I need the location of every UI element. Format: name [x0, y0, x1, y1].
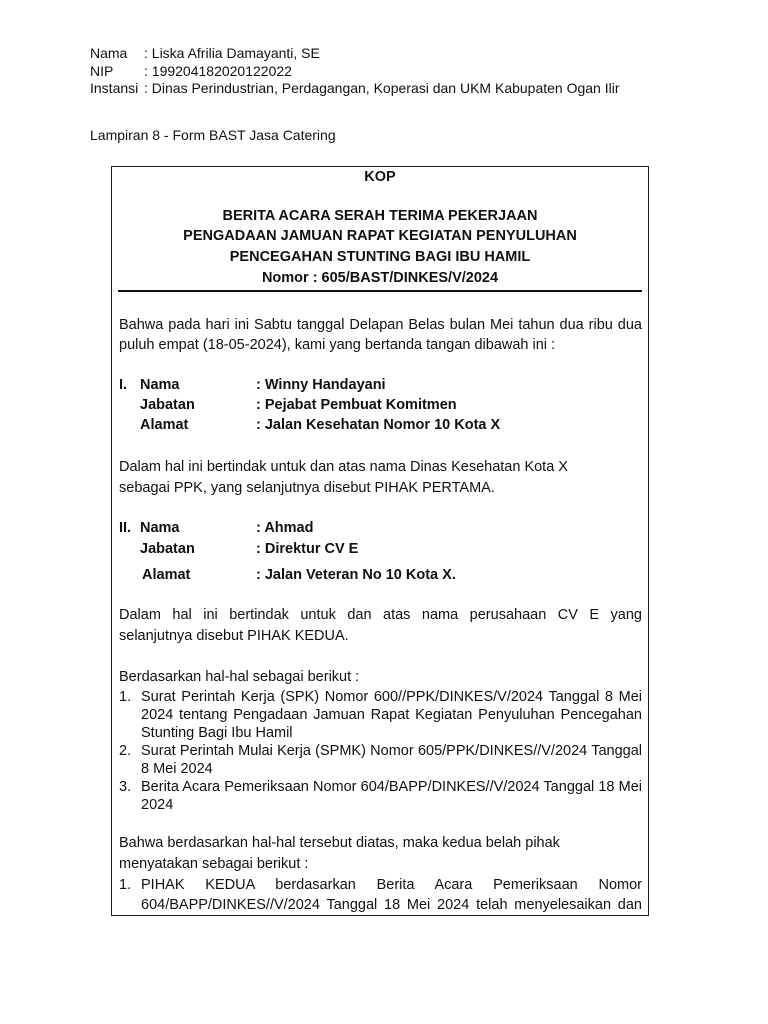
party-2-jabatan-value: : Direktur CV E	[256, 541, 359, 557]
party-2-jabatan-label: Jabatan	[140, 541, 195, 557]
basis-item-1	[119, 688, 642, 742]
party-1-alamat-value: : Jalan Kesehatan Nomor 10 Kota X	[256, 417, 501, 433]
instansi-value: : Dinas Perindustrian, Perdagangan, Koperasi dan UKM Kabupaten Ogan Ilir	[144, 80, 620, 96]
statement-line-1: Bahwa berdasarkan hal-hal tersebut diatas, maka kedua belah pihak	[119, 835, 560, 851]
name-label: Nama	[90, 45, 128, 61]
title-divider	[118, 290, 642, 292]
party-2-desc-line-2: selanjutnya disebut PIHAK KEDUA.	[119, 628, 349, 644]
party-2-name-row	[119, 518, 313, 538]
party-1-number: I.	[119, 377, 128, 393]
name-value: : Liska Afrilia Damayanti, SE	[144, 45, 320, 61]
instansi-label: Instansi	[90, 80, 139, 96]
basis-intro: Berdasarkan hal-hal sebagai berikut :	[119, 669, 360, 685]
nip-value: : 199204182020122022	[144, 63, 292, 79]
party-1-alamat-row	[119, 415, 500, 435]
header-nip-row	[90, 63, 292, 80]
statement-item-1-line-1: PIHAK KEDUA berdasarkan Berita Acara Pemeriksaan Nomor	[141, 877, 642, 893]
party-1-desc-line-2: sebagai PPK, yang selanjutnya disebut PIHAK PERTAMA.	[119, 480, 495, 496]
basis-item-2-text: Surat Perintah Mulai Kerja (SPMK) Nomor 605/PPK/DINKES//V/2024 Tanggal 8 Mei 2024	[141, 743, 642, 777]
form-title-3: PENCEGAHAN STUNTING BAGI IBU HAMIL	[229, 249, 531, 265]
basis-item-1-number: 1.	[119, 689, 132, 705]
basis-item-2	[119, 742, 642, 778]
basis-item-3-number: 3.	[119, 779, 132, 795]
party-1-name-label: Nama	[140, 377, 180, 393]
form-number: Nomor : 605/BAST/DINKES/V/2024	[261, 270, 499, 286]
statement-item-1	[119, 875, 642, 915]
party-2-alamat-value: : Jalan Veteran No 10 Kota X.	[256, 567, 456, 583]
kop-label: KOP	[364, 169, 396, 185]
party-2-name-value: : Ahmad	[256, 520, 314, 536]
party-2-number: II.	[119, 520, 132, 536]
lampiran-title: Lampiran 8 - Form BAST Jasa Catering	[90, 127, 336, 143]
party-1-jabatan-row	[119, 395, 457, 415]
form-title-1: BERITA ACARA SERAH TERIMA PEKERJAAN	[222, 208, 538, 224]
statement-item-1-line-2: 604/BAPP/DINKES//V/2024 Tanggal 18 Mei 2024 telah menyelesaikan dan	[141, 897, 642, 913]
party-2-alamat-label: Alamat	[142, 567, 191, 583]
header-name-row	[90, 45, 320, 62]
party-1-desc-line-1: Dalam hal ini bertindak untuk dan atas nama Dinas Kesehatan Kota X	[119, 459, 568, 475]
party-2-desc-line-1: Dalam hal ini bertindak untuk dan atas nama perusahaan CV E yang	[119, 607, 642, 623]
form-title-2: PENGADAAN JAMUAN RAPAT KEGIATAN PENYULUHAN	[183, 228, 577, 244]
party-1-jabatan-value: : Pejabat Pembuat Komitmen	[256, 397, 457, 413]
bast-form	[111, 166, 649, 916]
party-1-jabatan-label: Jabatan	[140, 397, 195, 413]
basis-item-3-text: Berita Acara Pemeriksaan Nomor 604/BAPP/DINKES//V/2024 Tanggal 18 Mei 2024	[141, 779, 642, 813]
nip-label: NIP	[90, 63, 114, 79]
intro-line-1: Bahwa pada hari ini Sabtu tanggal Delapan Belas bulan Mei tahun dua ribu dua	[119, 317, 642, 333]
party-1-name-value: : Winny Handayani	[256, 377, 386, 393]
basis-item-3	[119, 778, 642, 814]
party-1-name-row	[119, 375, 386, 395]
basis-item-1-text: Surat Perintah Kerja (SPK) Nomor 600//PPK/DINKES/V/2024 Tanggal 8 Mei 2024 tentang Pengadaan Jamuan Rapat Kegiatan Penyuluhan Pencegahan Stunting Bagi Ibu Hamil	[141, 689, 642, 741]
header-instansi-row	[90, 80, 620, 97]
statement-line-2: menyatakan sebagai berikut :	[119, 856, 309, 872]
intro-line-2: puluh empat (18-05-2024), kami yang bertanda tangan dibawah ini :	[119, 337, 556, 353]
statement-item-1-number: 1.	[119, 877, 132, 893]
party-2-name-label: Nama	[140, 520, 180, 536]
party-2-jabatan-row	[119, 539, 358, 559]
basis-item-2-number: 2.	[119, 743, 132, 759]
party-2-alamat-row	[119, 565, 456, 585]
party-1-alamat-label: Alamat	[140, 417, 189, 433]
